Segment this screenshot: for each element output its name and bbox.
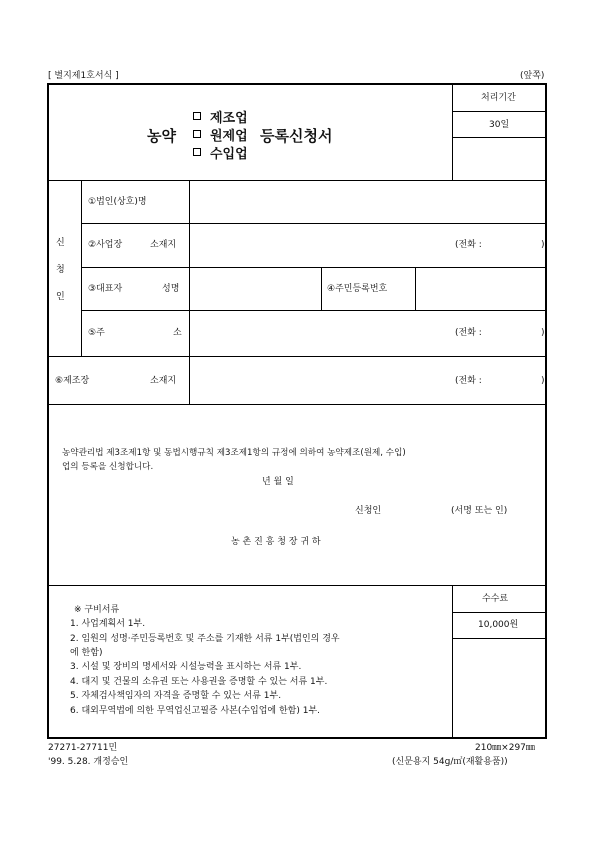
row-line-5 <box>48 404 545 405</box>
applicant-signature-label: 신청인 <box>355 506 382 516</box>
fee-divider-1 <box>452 612 545 613</box>
processing-divider <box>452 111 545 112</box>
document-item-5: 5. 자체검사책임자의 자격을 증명할 수 있는 서류 1부. <box>70 691 282 701</box>
frame-top <box>47 83 547 85</box>
title-bottom-line <box>48 180 545 181</box>
footer-approval: '99. 5.28. 개정승인 <box>48 757 129 767</box>
frame-bottom <box>47 737 547 739</box>
corp-name-label: ①법인(상호)명 <box>88 197 147 207</box>
factory-phone-close: ) <box>541 376 545 386</box>
footer-paper: (신문용지 54g/㎡(재활용품)) <box>392 757 508 767</box>
frame-left <box>47 83 49 739</box>
rep-divider-1 <box>321 267 322 310</box>
representative-name-field[interactable] <box>191 269 319 309</box>
footer-size: 210㎜×297㎜ <box>475 743 535 753</box>
factory-phone-label: (전화 : <box>455 376 482 386</box>
processing-label: 처리기간 <box>481 93 516 103</box>
rep-divider-2 <box>415 267 416 310</box>
address-phone-label: (전화 : <box>455 328 482 338</box>
label-column-divider <box>189 180 190 404</box>
workplace-location-label: 소재지 <box>150 240 177 250</box>
option-import: 수입업 <box>210 147 248 162</box>
corp-name-field[interactable] <box>191 182 544 222</box>
applicant-vertical-3: 인 <box>56 292 65 302</box>
checkbox-manufacture[interactable] <box>193 112 201 120</box>
representative-name-label: 성명 <box>162 284 180 294</box>
form-number: [ 별지제1호서식 ] <box>48 71 119 81</box>
row-line-1 <box>82 223 545 224</box>
workplace-phone-close: ) <box>541 240 545 250</box>
footer-code: 27271-27711민 <box>48 743 118 753</box>
factory-location-label: 소재지 <box>150 376 177 386</box>
applicant-vertical-2: 청 <box>56 265 65 275</box>
processing-value: 30일 <box>489 120 510 130</box>
title-suffix: 등록신청서 <box>260 127 333 145</box>
document-item-2-cont: 에 한함) <box>70 648 103 658</box>
checkbox-import[interactable] <box>193 148 201 156</box>
signature-note: (서명 또는 인) <box>451 506 508 516</box>
document-item-4: 4. 대지 및 건물의 소유권 또는 사용권을 증명할 수 있는 서류 1부. <box>70 677 328 687</box>
resident-number-label: ④주민등록번호 <box>327 284 388 294</box>
document-item-3: 3. 시설 및 장비의 명세서와 시설능력을 표시하는 서류 1부. <box>70 662 302 672</box>
applicant-vertical-1: 신 <box>56 238 65 248</box>
workplace-address-field[interactable] <box>191 225 431 265</box>
documents-heading: ※ 구비서류 <box>74 605 120 615</box>
row-line-2 <box>82 267 545 268</box>
option-raw-material: 원제업 <box>210 129 248 144</box>
row-line-3 <box>82 310 545 311</box>
resident-number-field[interactable] <box>417 269 544 309</box>
fee-divider-2 <box>452 638 545 639</box>
addressee: 농 촌 진 흥 청 장 귀 하 <box>231 537 321 547</box>
fee-divider <box>452 585 453 737</box>
address-label-a: ⑤주 <box>88 328 105 338</box>
documents-top-line <box>48 585 545 586</box>
address-label-b: 소 <box>173 328 182 338</box>
document-item-6: 6. 대외무역법에 의한 무역업신고필증 사본(수입업에 한함) 1부. <box>70 706 321 716</box>
representative-label: ③대표자 <box>88 284 123 294</box>
title-divider <box>452 84 453 180</box>
address-phone-close: ) <box>541 328 545 338</box>
address-field[interactable] <box>191 312 431 354</box>
title-prefix: 농약 <box>147 127 176 145</box>
applicant-label-divider <box>81 180 82 356</box>
factory-label: ⑥제조장 <box>55 376 90 386</box>
statement-date: 년 월 일 <box>262 477 294 487</box>
document-item-1: 1. 사업계획서 1부. <box>70 619 146 629</box>
processing-divider-2 <box>452 137 545 138</box>
fee-value: 10,000원 <box>478 620 519 630</box>
statement-line-2: 업의 등록을 신청합니다. <box>62 462 154 472</box>
row-line-4 <box>48 356 545 357</box>
fee-label: 수수료 <box>482 594 509 604</box>
frame-right <box>545 83 547 739</box>
option-manufacture: 제조업 <box>210 111 248 126</box>
statement-line-1: 농약관리법 제3조제1항 및 동법시행규칙 제3조제1항의 규정에 의하여 농약제조(원제, 수입) <box>62 448 406 458</box>
workplace-phone-label: (전화 : <box>455 240 482 250</box>
page-side-label: (앞쪽) <box>520 71 545 81</box>
checkbox-raw-material[interactable] <box>193 130 201 138</box>
document-item-2: 2. 임원의 성명·주민등록번호 및 주소를 기재한 서류 1부(법인의 경우 <box>70 634 340 644</box>
factory-address-field[interactable] <box>191 358 431 402</box>
workplace-label: ②사업장 <box>88 240 123 250</box>
